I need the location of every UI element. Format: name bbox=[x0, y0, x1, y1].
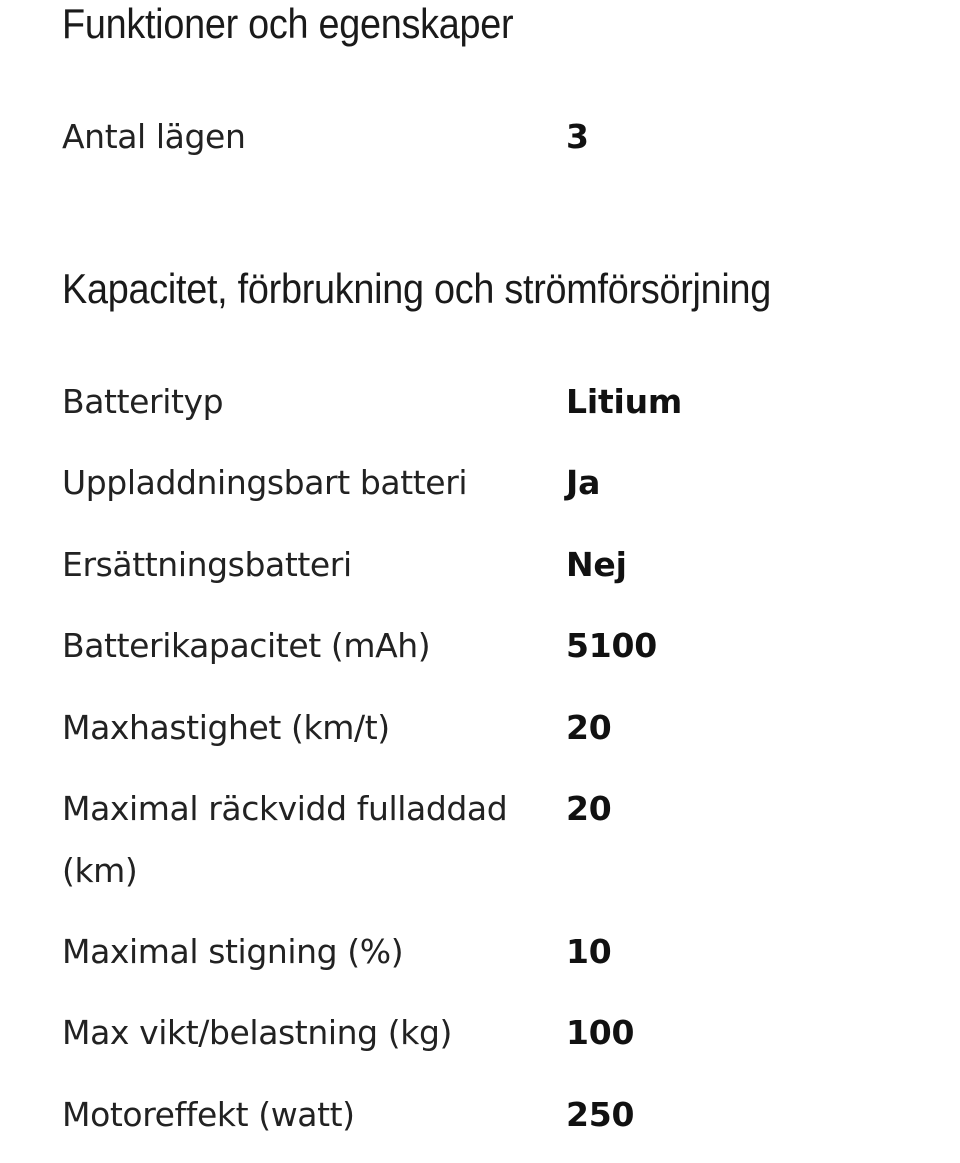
spec-row-battery-capacity bbox=[62, 615, 922, 677]
spec-label: Antal lägen bbox=[62, 117, 246, 156]
spec-label: Uppladdningsbart batteri bbox=[62, 463, 468, 502]
section-title-capacity: Kapacitet, förbrukning och strömförsörjning bbox=[62, 265, 772, 312]
spec-label: Ersättningsbatteri bbox=[62, 545, 352, 584]
spec-value: Nej bbox=[566, 545, 627, 584]
spec-label: Max vikt/belastning (kg) bbox=[62, 1013, 452, 1052]
spec-label: Maxhastighet (km/t) bbox=[62, 708, 390, 747]
spec-value: Litium bbox=[566, 382, 683, 421]
spec-row-max-load bbox=[62, 1002, 922, 1064]
spec-value: 10 bbox=[566, 932, 612, 971]
spec-value: 5100 bbox=[566, 626, 658, 665]
spec-label: Maximal räckvidd fulladdad (km) bbox=[62, 789, 508, 890]
spec-row-replacement-battery bbox=[62, 534, 922, 596]
spec-row-modes bbox=[62, 106, 922, 168]
spec-label: Batterikapacitet (mAh) bbox=[62, 626, 431, 665]
section-title-features: Funktioner och egenskaper bbox=[62, 0, 514, 47]
spec-value: 20 bbox=[566, 789, 612, 828]
spec-label: Batterityp bbox=[62, 382, 224, 421]
spec-value: 100 bbox=[566, 1013, 635, 1052]
spec-value: 20 bbox=[566, 708, 612, 747]
spec-label: Maximal stigning (%) bbox=[62, 932, 404, 971]
spec-label: Motoreffekt (watt) bbox=[62, 1095, 355, 1134]
spec-row-max-range bbox=[62, 778, 922, 902]
spec-row-motor-power bbox=[62, 1084, 922, 1146]
spec-value: Ja bbox=[566, 463, 601, 502]
spec-row-battery-type bbox=[62, 371, 922, 433]
spec-row-max-speed bbox=[62, 697, 922, 759]
spec-row-max-incline bbox=[62, 921, 922, 983]
spec-row-rechargeable bbox=[62, 452, 922, 514]
spec-value: 3 bbox=[566, 117, 589, 156]
spec-value: 250 bbox=[566, 1095, 635, 1134]
